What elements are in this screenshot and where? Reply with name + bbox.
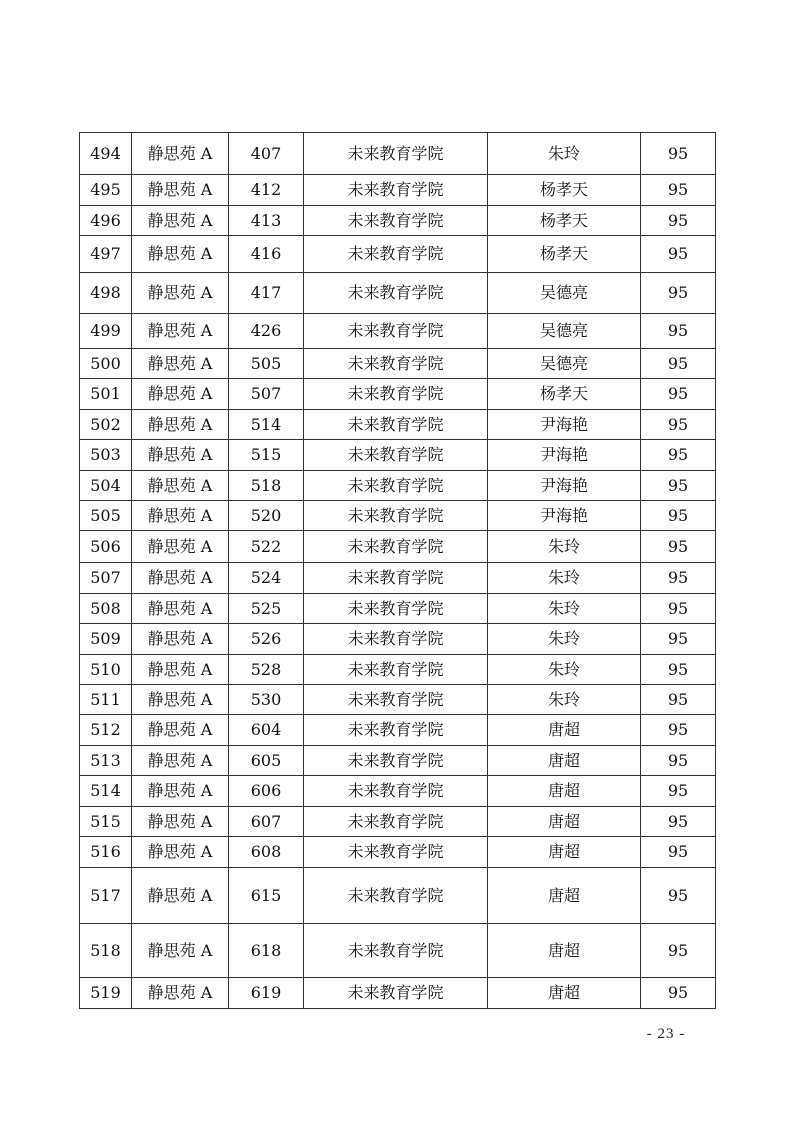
counselor-cell: 唐超 [488, 978, 641, 1009]
counselor-cell: 杨孝天 [488, 379, 641, 410]
college-cell: 未来教育学院 [304, 501, 488, 531]
building-cell: 静思苑 A [132, 624, 229, 655]
college-cell: 未来教育学院 [304, 837, 488, 868]
college-cell: 未来教育学院 [304, 563, 488, 594]
score-cell: 95 [641, 531, 716, 563]
building-cell: 静思苑 A [132, 746, 229, 776]
building-cell: 静思苑 A [132, 206, 229, 236]
counselor-cell: 唐超 [488, 746, 641, 776]
table-row [80, 746, 716, 776]
score-cell: 95 [641, 273, 716, 314]
seq-cell: 494 [80, 133, 132, 175]
counselor-cell: 杨孝天 [488, 175, 641, 206]
building-cell: 静思苑 A [132, 868, 229, 924]
seq-cell: 495 [80, 175, 132, 206]
room-cell: 604 [229, 715, 304, 746]
counselor-cell: 尹海艳 [488, 471, 641, 501]
college-cell: 未来教育学院 [304, 924, 488, 978]
room-cell: 417 [229, 273, 304, 314]
counselor-cell: 唐超 [488, 924, 641, 978]
college-cell: 未来教育学院 [304, 410, 488, 440]
college-cell: 未来教育学院 [304, 594, 488, 624]
table-row [80, 655, 716, 685]
seq-cell: 518 [80, 924, 132, 978]
room-cell: 528 [229, 655, 304, 685]
seq-cell: 498 [80, 273, 132, 314]
table-row [80, 501, 716, 531]
room-cell: 413 [229, 206, 304, 236]
room-cell: 520 [229, 501, 304, 531]
score-cell: 95 [641, 715, 716, 746]
room-cell: 526 [229, 624, 304, 655]
seq-cell: 516 [80, 837, 132, 868]
seq-cell: 504 [80, 471, 132, 501]
seq-cell: 497 [80, 236, 132, 273]
table-row [80, 175, 716, 206]
room-cell: 619 [229, 978, 304, 1009]
counselor-cell: 朱玲 [488, 133, 641, 175]
building-cell: 静思苑 A [132, 837, 229, 868]
table-body [80, 133, 716, 1009]
table-row [80, 624, 716, 655]
table-row [80, 349, 716, 379]
room-cell: 507 [229, 379, 304, 410]
score-cell: 95 [641, 746, 716, 776]
building-cell: 静思苑 A [132, 501, 229, 531]
score-cell: 95 [641, 594, 716, 624]
seq-cell: 502 [80, 410, 132, 440]
table-row [80, 236, 716, 273]
counselor-cell: 吴德亮 [488, 349, 641, 379]
college-cell: 未来教育学院 [304, 273, 488, 314]
table-row [80, 776, 716, 807]
score-cell: 95 [641, 410, 716, 440]
building-cell: 静思苑 A [132, 924, 229, 978]
college-cell: 未来教育学院 [304, 624, 488, 655]
seq-cell: 508 [80, 594, 132, 624]
building-cell: 静思苑 A [132, 978, 229, 1009]
counselor-cell: 朱玲 [488, 655, 641, 685]
college-cell: 未来教育学院 [304, 655, 488, 685]
counselor-cell: 唐超 [488, 807, 641, 837]
room-cell: 518 [229, 471, 304, 501]
score-cell: 95 [641, 236, 716, 273]
college-cell: 未来教育学院 [304, 440, 488, 471]
table-row [80, 685, 716, 715]
building-cell: 静思苑 A [132, 133, 229, 175]
building-cell: 静思苑 A [132, 531, 229, 563]
table-row [80, 531, 716, 563]
college-cell: 未来教育学院 [304, 978, 488, 1009]
college-cell: 未来教育学院 [304, 349, 488, 379]
room-cell: 530 [229, 685, 304, 715]
room-cell: 505 [229, 349, 304, 379]
table-row [80, 807, 716, 837]
table-row [80, 314, 716, 349]
college-cell: 未来教育学院 [304, 715, 488, 746]
counselor-cell: 吴德亮 [488, 314, 641, 349]
counselor-cell: 朱玲 [488, 563, 641, 594]
table-row [80, 410, 716, 440]
score-cell: 95 [641, 379, 716, 410]
college-cell: 未来教育学院 [304, 236, 488, 273]
counselor-cell: 唐超 [488, 837, 641, 868]
page-number: - 23 - [646, 1026, 686, 1042]
counselor-cell: 朱玲 [488, 594, 641, 624]
room-cell: 618 [229, 924, 304, 978]
seq-cell: 507 [80, 563, 132, 594]
building-cell: 静思苑 A [132, 471, 229, 501]
college-cell: 未来教育学院 [304, 776, 488, 807]
score-cell: 95 [641, 685, 716, 715]
college-cell: 未来教育学院 [304, 314, 488, 349]
seq-cell: 511 [80, 685, 132, 715]
room-cell: 607 [229, 807, 304, 837]
room-cell: 426 [229, 314, 304, 349]
counselor-cell: 尹海艳 [488, 440, 641, 471]
table-row [80, 206, 716, 236]
score-cell: 95 [641, 133, 716, 175]
room-cell: 412 [229, 175, 304, 206]
score-cell: 95 [641, 624, 716, 655]
building-cell: 静思苑 A [132, 776, 229, 807]
score-cell: 95 [641, 868, 716, 924]
room-cell: 606 [229, 776, 304, 807]
score-cell: 95 [641, 349, 716, 379]
room-cell: 416 [229, 236, 304, 273]
score-cell: 95 [641, 837, 716, 868]
room-cell: 522 [229, 531, 304, 563]
building-cell: 静思苑 A [132, 655, 229, 685]
building-cell: 静思苑 A [132, 440, 229, 471]
seq-cell: 501 [80, 379, 132, 410]
seq-cell: 503 [80, 440, 132, 471]
seq-cell: 513 [80, 746, 132, 776]
table-row [80, 471, 716, 501]
college-cell: 未来教育学院 [304, 133, 488, 175]
counselor-cell: 朱玲 [488, 685, 641, 715]
table-row [80, 837, 716, 868]
table-row [80, 924, 716, 978]
score-cell: 95 [641, 655, 716, 685]
counselor-cell: 朱玲 [488, 531, 641, 563]
score-cell: 95 [641, 776, 716, 807]
seq-cell: 514 [80, 776, 132, 807]
college-cell: 未来教育学院 [304, 868, 488, 924]
room-cell: 608 [229, 837, 304, 868]
college-cell: 未来教育学院 [304, 206, 488, 236]
seq-cell: 509 [80, 624, 132, 655]
building-cell: 静思苑 A [132, 685, 229, 715]
score-cell: 95 [641, 175, 716, 206]
score-cell: 95 [641, 501, 716, 531]
score-cell: 95 [641, 314, 716, 349]
score-cell: 95 [641, 924, 716, 978]
building-cell: 静思苑 A [132, 410, 229, 440]
counselor-cell: 吴德亮 [488, 273, 641, 314]
room-cell: 407 [229, 133, 304, 175]
room-cell: 514 [229, 410, 304, 440]
table-row [80, 133, 716, 175]
building-cell: 静思苑 A [132, 349, 229, 379]
building-cell: 静思苑 A [132, 175, 229, 206]
seq-cell: 515 [80, 807, 132, 837]
table-row [80, 273, 716, 314]
building-cell: 静思苑 A [132, 563, 229, 594]
table-row [80, 563, 716, 594]
counselor-cell: 唐超 [488, 868, 641, 924]
college-cell: 未来教育学院 [304, 175, 488, 206]
table-row [80, 440, 716, 471]
building-cell: 静思苑 A [132, 807, 229, 837]
college-cell: 未来教育学院 [304, 746, 488, 776]
score-cell: 95 [641, 471, 716, 501]
room-cell: 515 [229, 440, 304, 471]
table-row [80, 868, 716, 924]
seq-cell: 510 [80, 655, 132, 685]
table-row [80, 715, 716, 746]
score-cell: 95 [641, 206, 716, 236]
seq-cell: 496 [80, 206, 132, 236]
counselor-cell: 唐超 [488, 715, 641, 746]
score-cell: 95 [641, 440, 716, 471]
building-cell: 静思苑 A [132, 715, 229, 746]
score-cell: 95 [641, 978, 716, 1009]
college-cell: 未来教育学院 [304, 807, 488, 837]
inspection-table [79, 132, 716, 1009]
seq-cell: 519 [80, 978, 132, 1009]
building-cell: 静思苑 A [132, 314, 229, 349]
table-row [80, 594, 716, 624]
room-cell: 615 [229, 868, 304, 924]
counselor-cell: 朱玲 [488, 624, 641, 655]
building-cell: 静思苑 A [132, 379, 229, 410]
college-cell: 未来教育学院 [304, 531, 488, 563]
table-row [80, 379, 716, 410]
seq-cell: 517 [80, 868, 132, 924]
seq-cell: 512 [80, 715, 132, 746]
table-row [80, 978, 716, 1009]
counselor-cell: 唐超 [488, 776, 641, 807]
counselor-cell: 杨孝天 [488, 236, 641, 273]
building-cell: 静思苑 A [132, 273, 229, 314]
room-cell: 524 [229, 563, 304, 594]
college-cell: 未来教育学院 [304, 685, 488, 715]
room-cell: 525 [229, 594, 304, 624]
building-cell: 静思苑 A [132, 236, 229, 273]
room-cell: 605 [229, 746, 304, 776]
counselor-cell: 杨孝天 [488, 206, 641, 236]
seq-cell: 506 [80, 531, 132, 563]
college-cell: 未来教育学院 [304, 379, 488, 410]
counselor-cell: 尹海艳 [488, 410, 641, 440]
counselor-cell: 尹海艳 [488, 501, 641, 531]
seq-cell: 500 [80, 349, 132, 379]
seq-cell: 499 [80, 314, 132, 349]
score-cell: 95 [641, 807, 716, 837]
building-cell: 静思苑 A [132, 594, 229, 624]
college-cell: 未来教育学院 [304, 471, 488, 501]
seq-cell: 505 [80, 501, 132, 531]
score-cell: 95 [641, 563, 716, 594]
